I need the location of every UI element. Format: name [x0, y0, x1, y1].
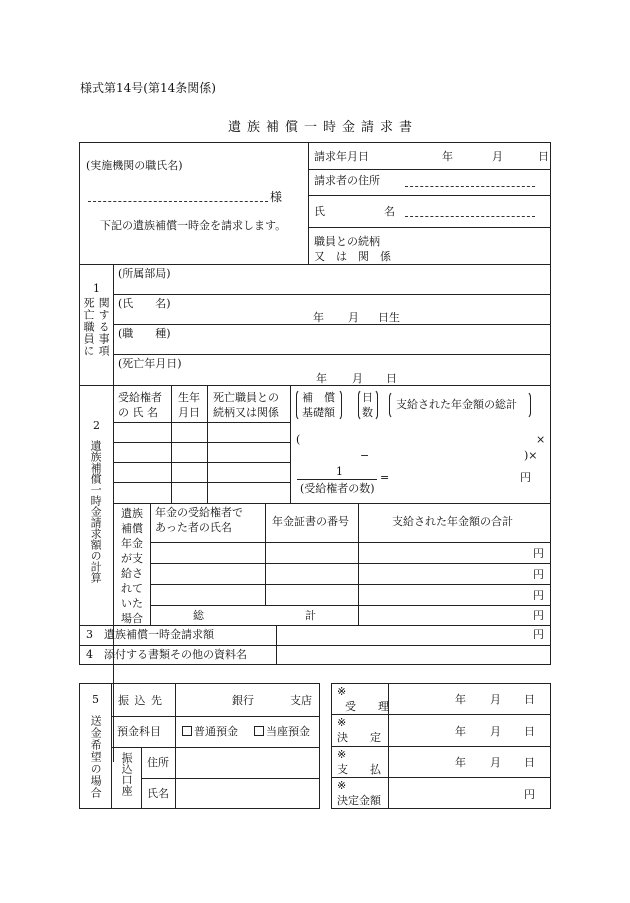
- formula-minus: −: [360, 449, 370, 462]
- death-date-label: (死亡年月日): [118, 357, 182, 370]
- formula-one: 1: [336, 465, 343, 478]
- col-relation-2: 続柄又は関係: [213, 406, 279, 419]
- current-checkbox[interactable]: [254, 726, 264, 736]
- relation-label-b: 又 は 関 係: [314, 250, 391, 263]
- birth-month: 月: [348, 311, 359, 324]
- col-base-1: 補 償: [302, 391, 335, 404]
- request-text: 下記の遺族補償一時金を請求します。: [100, 219, 287, 232]
- section3-yen: 円: [533, 628, 544, 641]
- agency-label: (実施機関の職氏名): [86, 159, 183, 172]
- col-days-2: 数: [362, 406, 373, 419]
- payment-day: 日: [524, 756, 535, 769]
- col-birth-2: 月日: [178, 406, 200, 419]
- deposit-type-label: 預金科目: [117, 725, 161, 738]
- death-year: 年: [316, 372, 327, 385]
- decision-label: 決 定: [337, 731, 381, 744]
- name-label-a: 氏: [314, 205, 325, 218]
- pension-col-name-2: あった者の氏名: [155, 521, 232, 534]
- payment-label: 支 払: [337, 763, 381, 776]
- pension-col-name-1: 年金の受給権者で: [155, 506, 243, 519]
- pension-row3-yen: 円: [533, 589, 544, 602]
- year-label: 年: [442, 150, 453, 163]
- col-recipient-1: 受給権者: [118, 391, 162, 404]
- receipt-day: 日: [524, 693, 535, 706]
- month-label: 月: [492, 150, 503, 163]
- pension-row2-yen: 円: [533, 568, 544, 581]
- birth-day-suffix: 日生: [378, 311, 400, 324]
- pension-side-label: 遺族補償年金が支給されていた場合: [121, 507, 143, 625]
- receipt-month: 月: [490, 693, 501, 706]
- birth-year: 年: [313, 311, 324, 324]
- deceased-name-label: (氏 名): [118, 297, 171, 310]
- name-field[interactable]: [405, 216, 535, 217]
- form-number: 様式第14号(第14条関係): [80, 81, 216, 95]
- formula-denominator: (受給権者の数): [300, 482, 375, 495]
- pension-row1-yen: 円: [533, 547, 544, 560]
- formula-equals: =: [380, 471, 390, 484]
- section1-title-col2: 関する事項: [97, 297, 111, 357]
- ordinary-deposit-option[interactable]: [182, 726, 238, 737]
- payment-month: 月: [490, 756, 501, 769]
- receipt-label: 受 理: [345, 700, 389, 713]
- formula-times1: ×: [536, 433, 546, 446]
- bank-label: 銀行: [232, 694, 254, 707]
- account-address-label: 住所: [147, 756, 169, 769]
- total-label-b: 計: [305, 609, 316, 622]
- relation-label-a: 職員との続柄: [314, 235, 380, 248]
- decision-mark: ※: [337, 716, 347, 729]
- account-label: 振込口座: [120, 752, 134, 796]
- section5-number: 5: [92, 693, 99, 706]
- transfer-to-label: 振 込 先: [118, 694, 163, 707]
- death-day: 日: [386, 372, 397, 385]
- col-base-2: 基礎額: [302, 406, 335, 419]
- section2-number: 2: [93, 419, 100, 432]
- day-label: 日: [538, 150, 549, 163]
- decided-amount-yen: 円: [524, 788, 535, 801]
- honorific: 様: [270, 190, 283, 204]
- current-deposit-option[interactable]: [254, 726, 310, 737]
- account-name-label: 氏名: [147, 787, 169, 800]
- death-month: 月: [352, 372, 363, 385]
- col-days-1: 日: [362, 391, 373, 404]
- col-birth-1: 生年: [178, 391, 200, 404]
- total-label-a: 総: [193, 609, 204, 622]
- request-date-label: 請求年月日: [314, 150, 369, 163]
- decided-amount-label: 決定金額: [337, 794, 381, 807]
- formula-yen: 円: [520, 471, 531, 484]
- pension-col-cert: 年金証書の番号: [272, 515, 349, 528]
- payment-year: 年: [455, 756, 466, 769]
- section1-title-col1: 死亡職員に: [82, 297, 96, 357]
- current-label: 当座預金: [266, 725, 310, 738]
- total-yen: 円: [533, 609, 544, 622]
- section2-title: 遺族補償一時金請求額の計算: [89, 440, 103, 583]
- formula-open: (: [296, 433, 301, 446]
- address-field[interactable]: [405, 186, 535, 187]
- dept-label: (所属部局): [118, 267, 171, 280]
- branch-label: 支店: [290, 694, 312, 707]
- address-label: 請求者の住所: [314, 174, 380, 187]
- decision-year: 年: [455, 725, 466, 738]
- formula-close-times: )×: [524, 449, 538, 462]
- agency-name-field[interactable]: [88, 201, 268, 202]
- section5-title: 送金希望の場合: [89, 715, 103, 799]
- ordinary-checkbox[interactable]: [182, 726, 192, 736]
- amount-mark: ※: [337, 779, 347, 792]
- payment-mark: ※: [337, 748, 347, 761]
- col-relation-1: 死亡職員との: [213, 391, 279, 404]
- section5-table: [79, 683, 320, 809]
- section1-number: 1: [93, 282, 100, 295]
- ordinary-label: 普通預金: [194, 725, 238, 738]
- col-recipient-2: の 氏 名: [118, 406, 158, 419]
- job-label: (職 種): [118, 327, 171, 340]
- col-total: 支給された年金額の総計: [396, 398, 517, 411]
- section4-label: 4 添付する書類その他の資料名: [86, 648, 247, 661]
- pension-col-sum: 支給された年金額の合計: [392, 515, 513, 528]
- name-label-b: 名: [384, 205, 395, 218]
- decision-day: 日: [524, 725, 535, 738]
- decision-month: 月: [490, 725, 501, 738]
- section3-label: 3 遺族補償一時金請求額: [86, 628, 214, 641]
- receipt-year: 年: [455, 693, 466, 706]
- form-title: 遺族補償一時金請求書: [228, 120, 419, 135]
- receipt-mark: ※: [337, 685, 347, 698]
